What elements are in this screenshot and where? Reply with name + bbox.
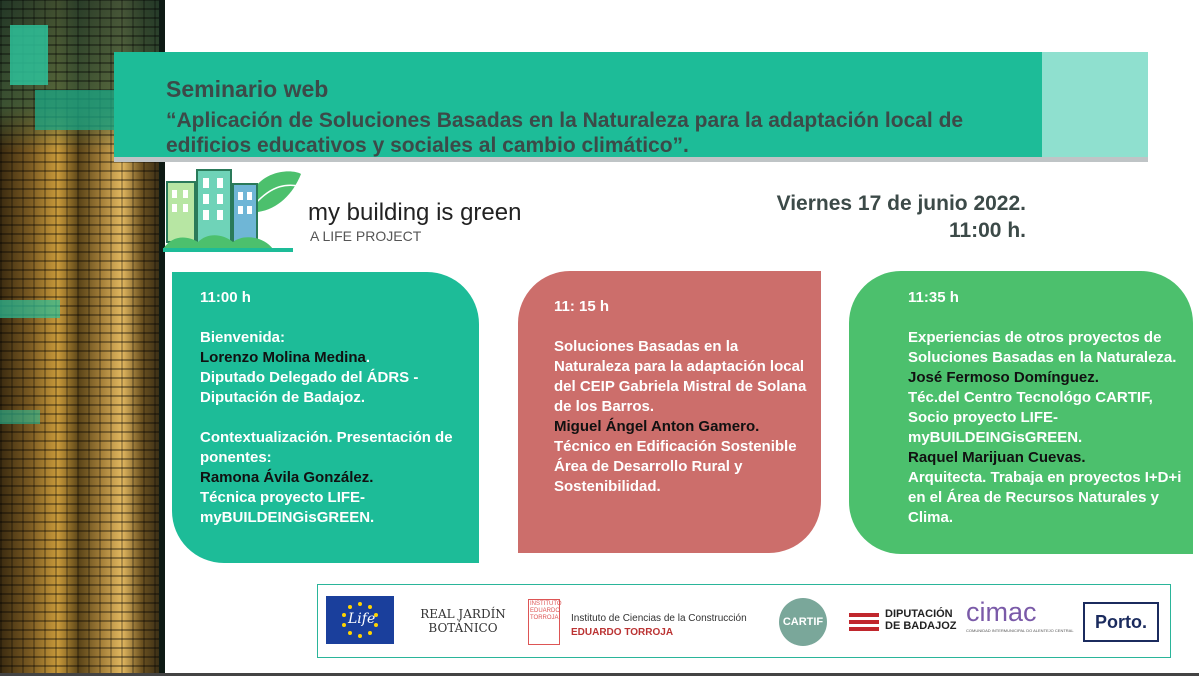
- partner-logos-strip: [317, 584, 1171, 658]
- diputacion-stripes-icon: [849, 611, 879, 631]
- life-label: Life: [348, 611, 376, 627]
- speaker-role: Arquitecta. Trabaja en proyectos I+D+i en el Área de Recursos Naturales y Clima.: [908, 469, 1182, 526]
- speaker-role: Técnica proyecto LIFE-myBUILDEINGisGREEN.: [200, 489, 375, 526]
- rjb-line1: REAL JARDÍN: [420, 607, 506, 621]
- iet-emblem: INSTITUTO EDUARDO TORROJA: [528, 599, 560, 645]
- cartif-logo: CARTIF: [779, 598, 827, 646]
- speaker-name: Ramona Ávila González.: [200, 469, 374, 486]
- session-topic: Soluciones Basadas en la Naturaleza para la adaptación local del CEIP Gabriela Mistral de Solana de los Barros.: [554, 338, 807, 415]
- speaker-role: Téc.del Centro Tecnológo CARTIF, Socio proyecto LIFE-myBUILDEINGisGREEN.: [908, 389, 1153, 446]
- session-card-2: [518, 271, 821, 553]
- real-jardin-botanico-logo: [412, 607, 514, 635]
- event-time: 11:00 h.: [948, 219, 1026, 242]
- cimac-label: cimac: [966, 597, 1037, 627]
- brand-tagline: A LIFE PROJECT: [310, 228, 422, 244]
- rjb-line2: BOTÁNICO: [428, 621, 498, 635]
- session-time: 11:35 h: [908, 289, 959, 306]
- session-card-1: [172, 272, 479, 563]
- session-time: 11:00 h: [200, 289, 251, 306]
- speaker-name: José Fermoso Domínguez.: [908, 369, 1099, 386]
- buildings-logo-icon: [163, 164, 303, 254]
- page-subtitle: “Aplicación de Soluciones Basadas en la Naturaleza para la adaptación local de edificios educativos y sociales al cambio climático”.: [166, 109, 964, 157]
- session-topic: Experiencias de otros proyectos de Soluciones Basadas en la Naturaleza.: [908, 329, 1177, 366]
- session-card-3: [849, 271, 1193, 554]
- speaker-role: Técnico en Edificación Sostenible Área de Desarrollo Rural y Sostenibilidad.: [554, 438, 797, 495]
- speaker-name: Lorenzo Molina Medina: [200, 349, 366, 366]
- title-banner-accent: [1042, 52, 1148, 157]
- eu-life-logo: [326, 596, 394, 644]
- dip-line1: DIPUTACIÓN: [885, 608, 953, 620]
- iet-line2: EDUARDO TORROJA: [571, 627, 674, 638]
- speaker-name: Miguel Ángel Anton Gamero.: [554, 418, 760, 435]
- session-topic: Contextualización. Presentación de ponentes:: [200, 429, 453, 466]
- event-date: Viernes 17 de junio 2022.: [776, 192, 1026, 215]
- porto-logo: Porto.: [1083, 602, 1159, 642]
- speaker-suffix: .: [365, 349, 371, 366]
- session-intro: Bienvenida:: [200, 329, 286, 346]
- speaker-name: Raquel Marijuan Cuevas.: [908, 449, 1086, 466]
- session-time: 11: 15 h: [554, 298, 610, 315]
- iet-line1: Instituto de Ciencias de la Construcción: [571, 613, 747, 624]
- diputacion-badajoz-logo: [849, 608, 957, 632]
- brand-name: my building is green: [308, 199, 522, 226]
- page-title: Seminario web: [166, 76, 329, 102]
- cimac-sub: COMUNIDAD INTERMUNICIPAL DO ALENTEJO CENTRAL: [966, 628, 1074, 633]
- speaker-role: Diputado Delegado del ÁDRS -Diputación de Badajoz.: [200, 369, 419, 406]
- cimac-logo: [966, 597, 1074, 633]
- iet-logo: [571, 613, 747, 638]
- dip-line2: DE BADAJOZ: [885, 620, 957, 632]
